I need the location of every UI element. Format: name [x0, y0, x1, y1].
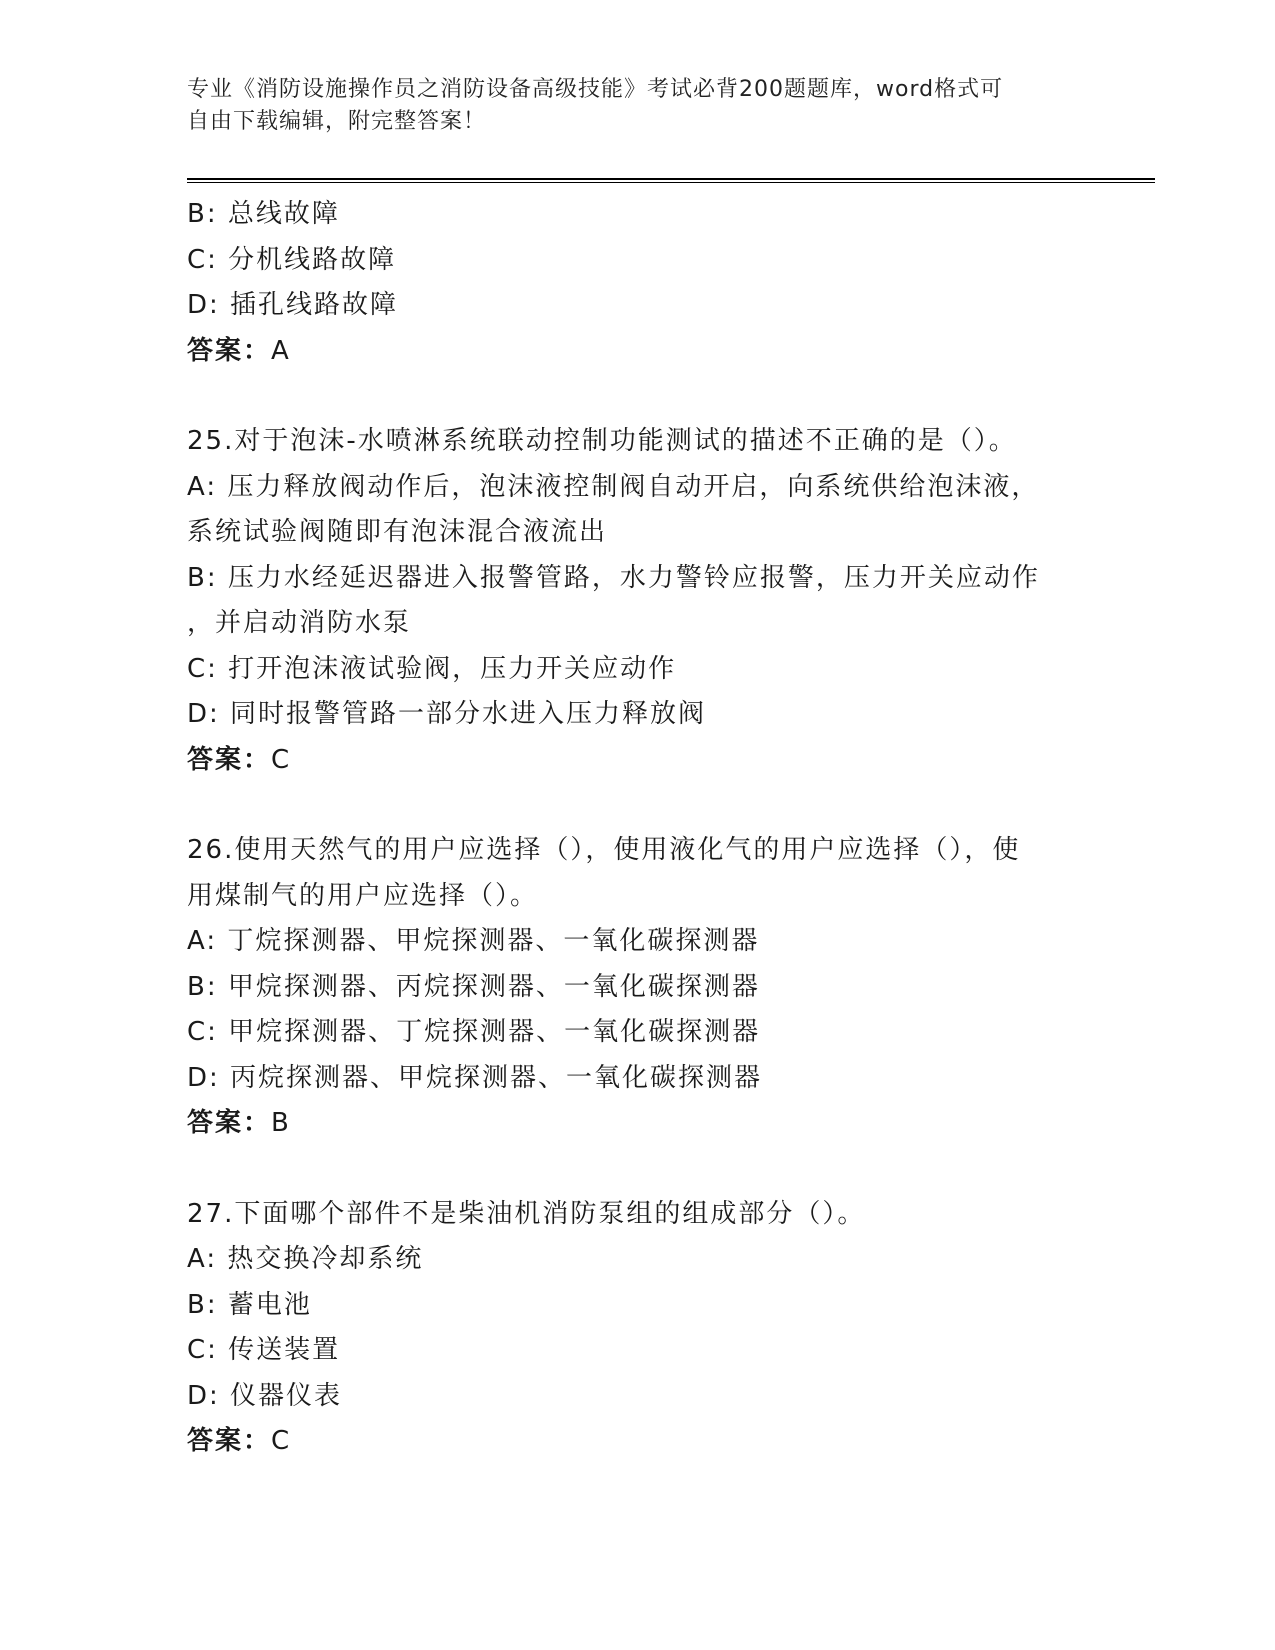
header-divider — [187, 178, 1155, 183]
spacer — [187, 1147, 1087, 1192]
option-d: D: 同时报警管路一部分水进入压力释放阀 — [187, 699, 707, 729]
spacer — [187, 783, 1087, 828]
option-b: B: 蓄电池 — [187, 1289, 312, 1320]
option-c: C: 分机线路故障 — [187, 244, 397, 275]
header-line-1: 专业《消防设施操作员之消防设备高级技能》考试必背200题题库，word格式可 — [187, 77, 1004, 102]
answer-label: 答案： — [187, 335, 272, 366]
question-25 — [187, 419, 1087, 783]
option-b-continued: ，并启动消防水泵 — [187, 608, 412, 638]
answer-value: C — [271, 1426, 292, 1456]
header-line-2: 自由下载编辑，附完整答案！ — [187, 109, 487, 134]
option-a: A: 压力释放阀动作后，泡沫液控制阀自动开启，向系统供给泡沫液， — [187, 471, 1040, 502]
option-a: A: 丁烷探测器、甲烷探测器、一氧化碳探测器 — [187, 926, 760, 956]
question-26 — [187, 828, 1087, 1147]
answer-line — [187, 738, 1087, 784]
option-a: A: 热交换冷却系统 — [187, 1244, 424, 1274]
answer-label: 答案： — [187, 744, 272, 775]
option-d: D: 仪器仪表 — [187, 1380, 343, 1411]
option-c: C: 打开泡沫液试验阀，压力开关应动作 — [187, 653, 677, 684]
spacer — [187, 374, 1087, 419]
answer-value: B — [271, 1108, 291, 1138]
answer-line — [187, 329, 1087, 375]
answer-label: 答案： — [187, 1108, 272, 1138]
document-header — [187, 74, 1087, 138]
question-stem-continued: 用煤制气的用户应选择（）。 — [187, 880, 539, 911]
answer-value: A — [271, 335, 291, 366]
answer-line — [187, 1101, 1087, 1147]
question-stem: 27.下面哪个部件不是柴油机消防泵组的组成部分（）。 — [187, 1198, 866, 1229]
question-24-tail — [187, 192, 1087, 374]
option-c: C: 传送装置 — [187, 1335, 341, 1365]
question-stem: 26.使用天然气的用户应选择（），使用液化气的用户应选择（），使 — [187, 835, 1021, 865]
answer-line — [187, 1419, 1087, 1465]
option-a-continued: 系统试验阀随即有泡沫混合液流出 — [187, 517, 608, 547]
option-d: D: 丙烷探测器、甲烷探测器、一氧化碳探测器 — [187, 1062, 763, 1093]
option-b: B: 甲烷探测器、丙烷探测器、一氧化碳探测器 — [187, 971, 760, 1002]
question-list — [187, 192, 1087, 1465]
option-b: B: 总线故障 — [187, 199, 340, 229]
question-stem: 25.对于泡沫-水喷淋系统联动控制功能测试的描述不正确的是（）。 — [187, 426, 1017, 456]
option-c: C: 甲烷探测器、丁烷探测器、一氧化碳探测器 — [187, 1017, 761, 1047]
answer-label: 答案： — [187, 1426, 272, 1456]
answer-value: C — [271, 744, 292, 775]
option-d: D: 插孔线路故障 — [187, 290, 399, 320]
option-b: B: 压力水经延迟器进入报警管路，水力警铃应报警，压力开关应动作 — [187, 562, 1040, 593]
question-27 — [187, 1192, 1087, 1465]
